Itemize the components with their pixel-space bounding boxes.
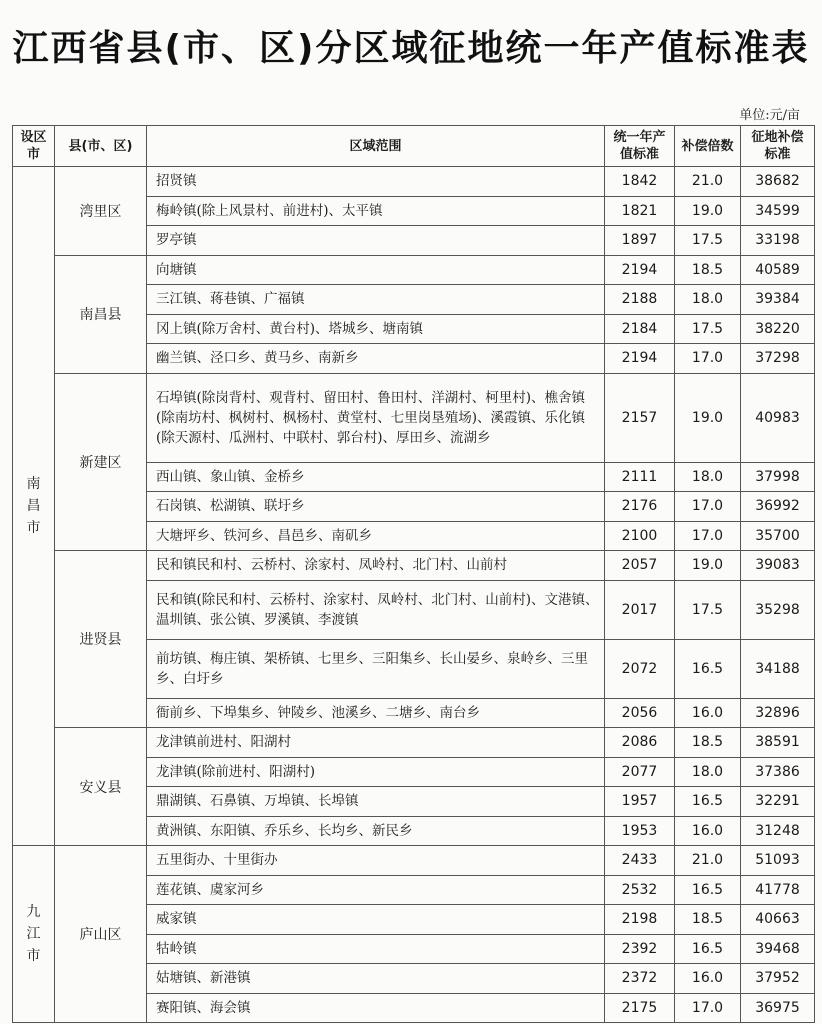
compensation-cell: 40589 bbox=[741, 255, 815, 285]
standard-cell: 1897 bbox=[605, 226, 675, 256]
multiplier-cell: 17.5 bbox=[675, 580, 741, 639]
county-cell: 湾里区 bbox=[55, 167, 147, 256]
table-row bbox=[13, 551, 815, 581]
multiplier-cell: 17.5 bbox=[675, 226, 741, 256]
compensation-cell: 38220 bbox=[741, 314, 815, 344]
area-cell: 衙前乡、下埠集乡、钟陵乡、池溪乡、二塘乡、南台乡 bbox=[147, 698, 605, 728]
area-cell: 龙津镇(除前进村、阳湖村) bbox=[147, 757, 605, 787]
standard-cell: 2057 bbox=[605, 551, 675, 581]
area-cell: 姑塘镇、新港镇 bbox=[147, 964, 605, 994]
multiplier-cell: 18.0 bbox=[675, 757, 741, 787]
compensation-cell: 36992 bbox=[741, 492, 815, 522]
multiplier-cell: 18.5 bbox=[675, 728, 741, 758]
compensation-cell: 38682 bbox=[741, 167, 815, 197]
standard-cell: 1821 bbox=[605, 196, 675, 226]
area-cell: 黄洲镇、东阳镇、乔乐乡、长均乡、新民乡 bbox=[147, 816, 605, 846]
header-standard: 统一年产值标准 bbox=[605, 126, 675, 167]
multiplier-cell: 21.0 bbox=[675, 167, 741, 197]
compensation-cell: 40663 bbox=[741, 905, 815, 935]
multiplier-cell: 19.0 bbox=[675, 551, 741, 581]
header-county: 县(市、区) bbox=[55, 126, 147, 167]
standard-cell: 1953 bbox=[605, 816, 675, 846]
area-cell: 前坊镇、梅庄镇、架桥镇、七里乡、三阳集乡、长山晏乡、泉岭乡、三里乡、白圩乡 bbox=[147, 639, 605, 698]
standard-cell: 2176 bbox=[605, 492, 675, 522]
area-cell: 罗亭镇 bbox=[147, 226, 605, 256]
standard-cell: 2017 bbox=[605, 580, 675, 639]
compensation-cell: 32896 bbox=[741, 698, 815, 728]
multiplier-cell: 16.5 bbox=[675, 787, 741, 817]
table-row bbox=[13, 846, 815, 876]
table-row bbox=[13, 728, 815, 758]
compensation-cell: 51093 bbox=[741, 846, 815, 876]
county-cell: 新建区 bbox=[55, 373, 147, 551]
standard-cell: 2184 bbox=[605, 314, 675, 344]
area-cell: 三江镇、蒋巷镇、广福镇 bbox=[147, 285, 605, 315]
standard-cell: 2194 bbox=[605, 344, 675, 374]
standard-cell: 2532 bbox=[605, 875, 675, 905]
area-cell: 向塘镇 bbox=[147, 255, 605, 285]
multiplier-cell: 18.0 bbox=[675, 285, 741, 315]
compensation-cell: 39083 bbox=[741, 551, 815, 581]
area-cell: 梅岭镇(除上风景村、前进村)、太平镇 bbox=[147, 196, 605, 226]
standard-cell: 2433 bbox=[605, 846, 675, 876]
standard-cell: 2392 bbox=[605, 934, 675, 964]
area-cell: 冈上镇(除万舍村、黄台村)、塔城乡、塘南镇 bbox=[147, 314, 605, 344]
area-cell: 石埠镇(除岗背村、观背村、留田村、鲁田村、洋湖村、柯里村)、樵舍镇(除南坊村、枫树村、枫杨村、黄堂村、七里岗垦殖场)、溪霞镇、乐化镇(除天源村、瓜洲村、中联村、郭台村)、厚田乡、流湖乡 bbox=[147, 373, 605, 462]
header-multiplier: 补偿倍数 bbox=[675, 126, 741, 167]
area-cell: 威家镇 bbox=[147, 905, 605, 935]
compensation-cell: 37298 bbox=[741, 344, 815, 374]
area-cell: 龙津镇前进村、阳湖村 bbox=[147, 728, 605, 758]
area-cell: 幽兰镇、泾口乡、黄马乡、南新乡 bbox=[147, 344, 605, 374]
compensation-cell: 41778 bbox=[741, 875, 815, 905]
area-cell: 牯岭镇 bbox=[147, 934, 605, 964]
area-cell: 石岗镇、松湖镇、联圩乡 bbox=[147, 492, 605, 522]
standard-cell: 2194 bbox=[605, 255, 675, 285]
city-cell bbox=[13, 846, 55, 1023]
compensation-cell: 38591 bbox=[741, 728, 815, 758]
table-row bbox=[13, 167, 815, 197]
multiplier-cell: 17.0 bbox=[675, 993, 741, 1023]
area-cell: 招贤镇 bbox=[147, 167, 605, 197]
standard-cell: 2086 bbox=[605, 728, 675, 758]
unit-label: 单位:元/亩 bbox=[739, 108, 800, 123]
header-area: 区域范围 bbox=[147, 126, 605, 167]
county-cell: 南昌县 bbox=[55, 255, 147, 373]
table-body bbox=[13, 167, 815, 1023]
standard-cell: 2175 bbox=[605, 993, 675, 1023]
county-cell: 安义县 bbox=[55, 728, 147, 846]
compensation-cell: 37952 bbox=[741, 964, 815, 994]
compensation-cell: 36975 bbox=[741, 993, 815, 1023]
city-cell bbox=[13, 167, 55, 846]
compensation-cell: 35700 bbox=[741, 521, 815, 551]
land-value-table bbox=[12, 125, 815, 1023]
standard-cell: 2188 bbox=[605, 285, 675, 315]
city-name: 南昌市 bbox=[26, 476, 41, 536]
multiplier-cell: 16.0 bbox=[675, 816, 741, 846]
area-cell: 西山镇、象山镇、金桥乡 bbox=[147, 462, 605, 492]
multiplier-cell: 18.5 bbox=[675, 905, 741, 935]
multiplier-cell: 16.5 bbox=[675, 639, 741, 698]
compensation-cell: 37386 bbox=[741, 757, 815, 787]
compensation-cell: 39384 bbox=[741, 285, 815, 315]
area-cell: 大塘坪乡、铁河乡、昌邑乡、南矶乡 bbox=[147, 521, 605, 551]
area-cell: 民和镇(除民和村、云桥村、涂家村、凤岭村、北门村、山前村)、文港镇、温圳镇、张公镇、罗溪镇、李渡镇 bbox=[147, 580, 605, 639]
multiplier-cell: 17.0 bbox=[675, 492, 741, 522]
standard-cell: 2072 bbox=[605, 639, 675, 698]
county-cell: 进贤县 bbox=[55, 551, 147, 728]
multiplier-cell: 18.0 bbox=[675, 462, 741, 492]
compensation-cell: 39468 bbox=[741, 934, 815, 964]
multiplier-cell: 16.0 bbox=[675, 698, 741, 728]
compensation-cell: 31248 bbox=[741, 816, 815, 846]
multiplier-cell: 17.0 bbox=[675, 344, 741, 374]
multiplier-cell: 16.0 bbox=[675, 964, 741, 994]
multiplier-cell: 18.5 bbox=[675, 255, 741, 285]
standard-cell: 2372 bbox=[605, 964, 675, 994]
standard-cell: 2056 bbox=[605, 698, 675, 728]
area-cell: 赛阳镇、海会镇 bbox=[147, 993, 605, 1023]
city-name: 九江市 bbox=[26, 904, 41, 964]
standard-cell: 2077 bbox=[605, 757, 675, 787]
standard-cell: 2157 bbox=[605, 373, 675, 462]
area-cell: 民和镇民和村、云桥村、涂家村、凤岭村、北门村、山前村 bbox=[147, 551, 605, 581]
multiplier-cell: 16.5 bbox=[675, 934, 741, 964]
multiplier-cell: 17.5 bbox=[675, 314, 741, 344]
multiplier-cell: 21.0 bbox=[675, 846, 741, 876]
standard-cell: 2100 bbox=[605, 521, 675, 551]
compensation-cell: 34188 bbox=[741, 639, 815, 698]
compensation-cell: 32291 bbox=[741, 787, 815, 817]
compensation-cell: 37998 bbox=[741, 462, 815, 492]
header-compensation: 征地补偿标准 bbox=[741, 126, 815, 167]
page-title: 江西省县(市、区)分区域征地统一年产值标准表 bbox=[12, 28, 810, 69]
multiplier-cell: 19.0 bbox=[675, 373, 741, 462]
multiplier-cell: 19.0 bbox=[675, 196, 741, 226]
table-header-row bbox=[13, 126, 815, 167]
area-cell: 五里街办、十里街办 bbox=[147, 846, 605, 876]
county-cell: 庐山区 bbox=[55, 846, 147, 1023]
table-row bbox=[13, 255, 815, 285]
compensation-cell: 35298 bbox=[741, 580, 815, 639]
header-city: 设区市 bbox=[13, 126, 55, 167]
compensation-cell: 33198 bbox=[741, 226, 815, 256]
compensation-cell: 34599 bbox=[741, 196, 815, 226]
multiplier-cell: 17.0 bbox=[675, 521, 741, 551]
table-row bbox=[13, 373, 815, 462]
area-cell: 莲花镇、虞家河乡 bbox=[147, 875, 605, 905]
area-cell: 鼎湖镇、石鼻镇、万埠镇、长埠镇 bbox=[147, 787, 605, 817]
compensation-cell: 40983 bbox=[741, 373, 815, 462]
standard-cell: 1842 bbox=[605, 167, 675, 197]
standard-cell: 2198 bbox=[605, 905, 675, 935]
multiplier-cell: 16.5 bbox=[675, 875, 741, 905]
standard-cell: 1957 bbox=[605, 787, 675, 817]
standard-cell: 2111 bbox=[605, 462, 675, 492]
